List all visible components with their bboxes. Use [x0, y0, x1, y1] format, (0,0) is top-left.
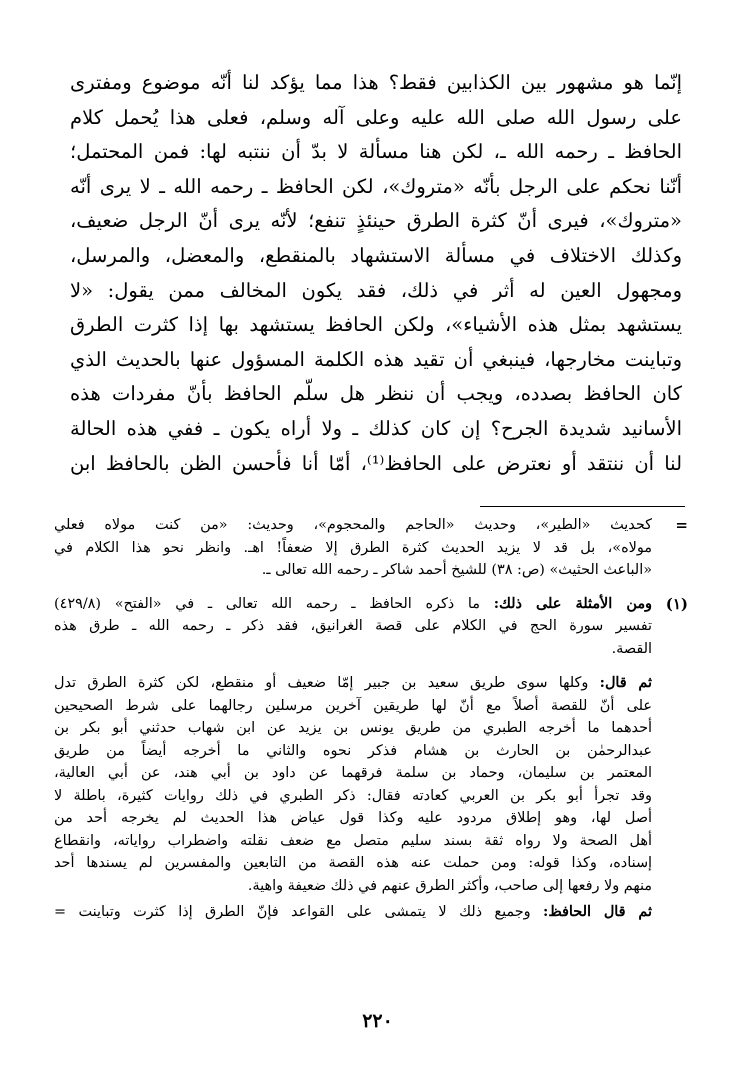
footnote-line: على أنّ للقصة أصلاً مع أنّ لها طريقين آخرين مرسلين رجالهما على شرط الصحيحين [54, 697, 652, 714]
quote-lead-label: ثم قال: [599, 674, 652, 691]
main-text-line: إنّما هو مشهور بين الكذابين فقط؟ هذا مما يؤكد لنا أنّه موضوع ومفترى [70, 71, 682, 94]
main-body-text [70, 66, 682, 481]
footnote-line: أصل لها، وهو إطلاق مردود عليه وكذا قول عياض هذا الحديث لم يخرجه أحد من [54, 810, 652, 826]
footnote-line [54, 901, 652, 924]
main-text-line: الأسانيد شديدة الجرح؟ إن كان كذلك ـ ولا أراه يكون ـ ففي هذه الحالة [70, 416, 682, 440]
footnote-line: إسناده، وكذا قوله: ومن حملت عنه هذه القصة من التابعين والمفسرين لم يسندها أحد [54, 855, 652, 871]
footnote-lead-label: ومن الأمثلة على ذلك: [493, 594, 652, 612]
footnote-line [54, 593, 652, 616]
main-text-line: أنّنا نحكم على الرجل بأنّه «متروك»، لكن الحافظ ـ رحمه الله ـ لا يرى أنّه [70, 174, 682, 198]
main-text-line: كان الحافظ بصدده، ويجب أن ننظر هل سلّم الحافظ بأنّ مفردات هذه [70, 382, 682, 406]
footnote-line: أحدهما ما أخرجه الطبري من طريق يونس بن يزيد عن ابن شهاب حدثني أبو بكر بن [54, 720, 652, 736]
main-text-line: لنا أن ننتقد أو نعترض على الحافظ⁽¹⁾، أمّا أنا فأحسن الظن بالحافظ ابن [70, 451, 682, 475]
footnote-line: القصة. [611, 640, 652, 657]
footnote-line: وقد تجرأ أبو بكر بن العربي كعادته فقال: ذكر الطبري في ذلك روايات كثيرة، باطلة لا [54, 787, 652, 804]
footnote-line: تفسير سورة الحج في الكلام على قصة الغرانيق، فقد ذكر ـ رحمه الله ـ طرق هذه [54, 618, 652, 634]
footnote-line: مولاه»، بل قد لا يزيد الحديث كثرة الطرق إلا ضعفاً! اهـ. وانظر نحو هذا الكلام في [54, 539, 652, 556]
footnote-line: «الباعث الحثيث» (ص: ٣٨) للشيخ أحمد شاكر ـ رحمه الله تعالى ـ. [261, 562, 652, 578]
main-text-line: وكذلك الاختلاف في مسألة الاستشهاد بالمنقطع، والمعضل، والمرسل، [70, 243, 682, 267]
footnote-quote-2 [54, 901, 686, 924]
footnotes-section [54, 514, 686, 924]
page-number: ٢٢٠ [362, 1010, 393, 1032]
main-text-line: الحافظ ـ رحمه الله ـ، لكن هنا مسألة لا بدّ أن ننتبه لها: فمن المحتمل؛ [70, 140, 682, 164]
footnote-line: كحديث «الطير»، وحديث «الحاجم والمحجوم»، وحديث: «من كنت مولاه فعلي [54, 517, 652, 533]
main-text-line: على رسول الله صلى الله عليه وعلى آله وسلم، فعلى هذا يُحمل كلام [70, 105, 682, 129]
footnote-line: أهل الصحة ولا رواه ثقة بسند سليم متصل مع ضعف نقلته واضطراب رواياته، وانقطاع [54, 832, 652, 849]
footnote-1-marker: (١) [665, 594, 688, 613]
footnote-text: ما ذكره الحافظ ـ رحمه الله تعالى ـ في «الفتح» (٤٢٩/٨) [54, 595, 494, 612]
footnote-line: منهم ولا رفعها إلى صاحب، وأكثر الطرق عنهم في ذلك ضعيفة واهية. [247, 877, 652, 894]
continuation-marker: = [675, 516, 688, 534]
footnote-quote-1 [54, 672, 686, 897]
footnote-line: عبدالرحمٰن بن الحارث بن هشام فذكر نحوه والثاني ما أخرجه أيضاً من طريق [54, 742, 652, 759]
footnote-separator-rule [480, 506, 685, 507]
main-text-line: «متروك»، فيرى أنّ كثرة الطرق حينئذٍ تنفع؛ لأنّه يرى أنّ الرجل ضعيف، [70, 209, 682, 233]
footnote-line: المعتمر بن سليمان، وحماد بن سلمة فرقهما عن داود بن أبي هند، عن أبي العالية، [54, 765, 652, 781]
main-text-line: ومجهول العين له أثر في ذلك، فقد يكون المخالف ممن يقول: «لا [70, 278, 682, 302]
footnote-text: وكلها سوى طريق سعيد بن جبير إمّا ضعيف أو منقطع، لكن كثرة الطرق تدل [54, 675, 600, 691]
quote-lead-label: ثم قال الحافظ: [543, 903, 652, 920]
main-text-line: يستشهد بمثل هذه الأشياء»، ولكن الحافظ يستشهد بها إذا كثرت الطرق [70, 313, 682, 337]
footnote-line [54, 672, 652, 695]
main-text-line: وتباينت مخارجها، فينبغي أن تقيد هذه الكلمة المسؤول عنها بالحديث الذي [70, 347, 682, 371]
footnote-1 [54, 593, 686, 661]
footnote-text: وجميع ذلك لا يتمشى على القواعد فإنّ الطرق إذا كثرت وتباينت = [54, 904, 544, 920]
footnote-continuation [54, 514, 686, 582]
